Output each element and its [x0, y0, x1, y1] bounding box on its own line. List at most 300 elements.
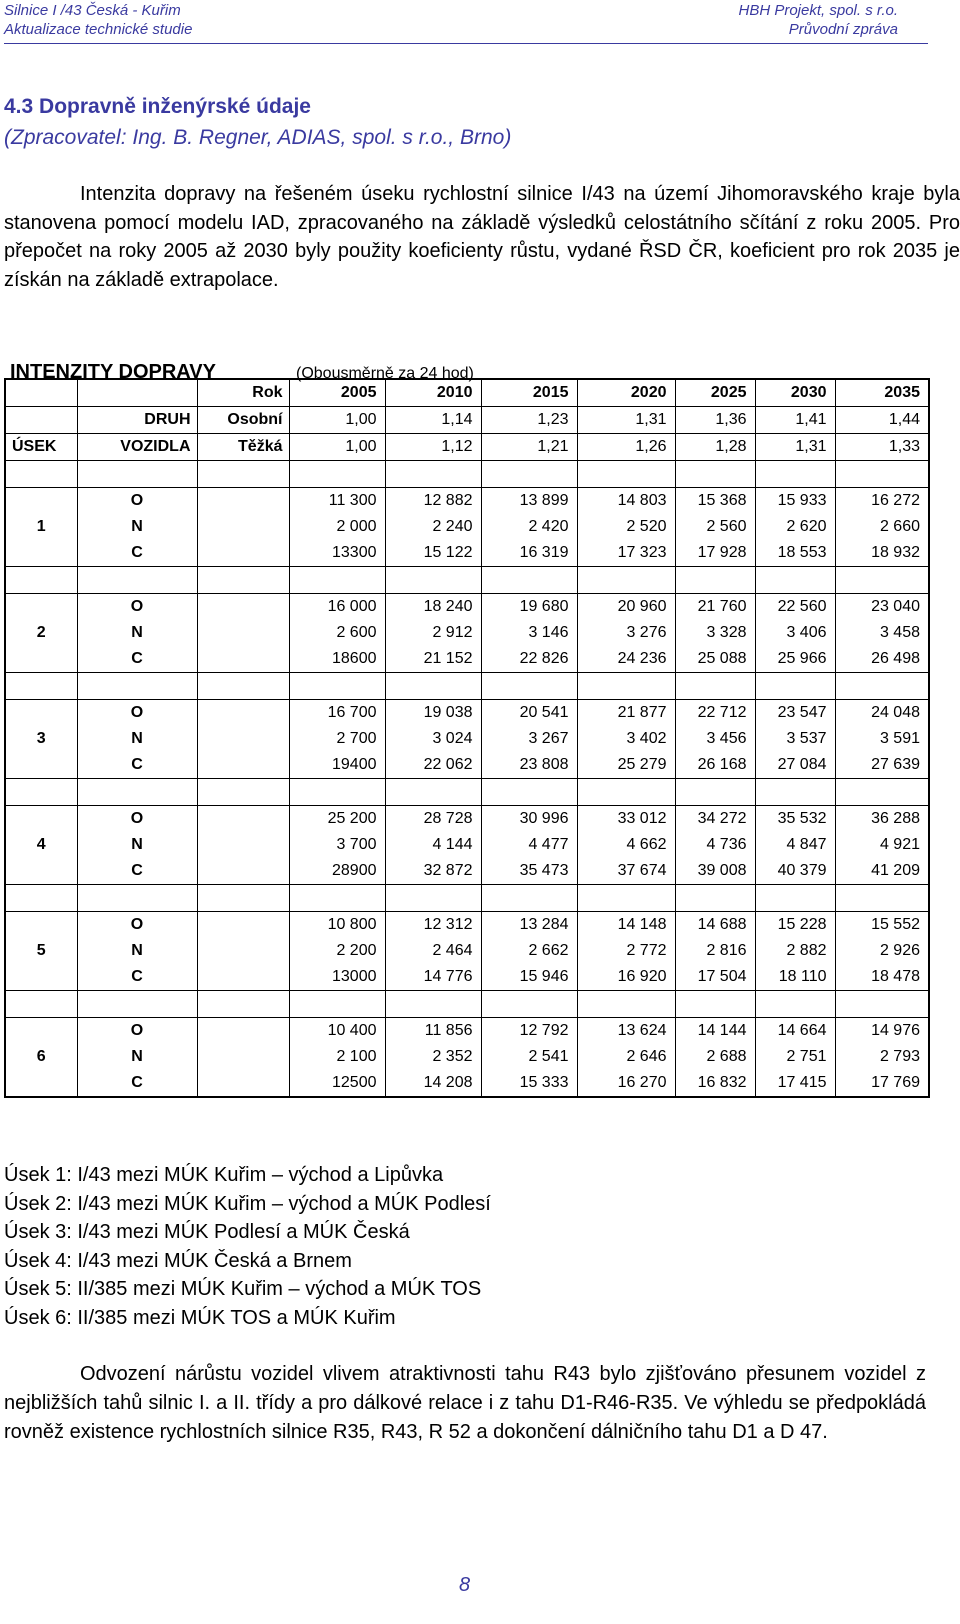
usek-label: ÚSEK: [5, 434, 77, 461]
year-cell: 2020: [577, 379, 675, 407]
spacer-cell: [197, 885, 289, 912]
intensity-value: 2 688: [675, 1044, 755, 1070]
usek-number: [5, 540, 77, 567]
spacer-cell: [385, 991, 481, 1018]
usek-number: 1: [5, 514, 77, 540]
intensity-value: 3 402: [577, 726, 675, 752]
year-cell: 2010: [385, 379, 481, 407]
intensity-value: 4 736: [675, 832, 755, 858]
usek-number: [5, 752, 77, 779]
empty-cell: [197, 1044, 289, 1070]
section-spacer-row: [5, 567, 929, 594]
intensity-value: 26 498: [835, 646, 929, 673]
spacer-cell: [577, 885, 675, 912]
empty-cell: [197, 514, 289, 540]
section-spacer-row: [5, 461, 929, 488]
empty-cell: [197, 806, 289, 833]
spacer-cell: [577, 991, 675, 1018]
spacer-cell: [77, 991, 197, 1018]
coef-cell: 1,12: [385, 434, 481, 461]
coef-cell: 1,41: [755, 407, 835, 434]
intensity-value: 17 504: [675, 964, 755, 991]
spacer-cell: [835, 779, 929, 806]
vehicle-type: O: [77, 700, 197, 727]
section-spacer-row: [5, 885, 929, 912]
intensity-value: 25 088: [675, 646, 755, 673]
intensity-value: 2 772: [577, 938, 675, 964]
intensity-value: 2 100: [289, 1044, 385, 1070]
table-row: [5, 514, 929, 540]
spacer-cell: [289, 885, 385, 912]
intro-text: Intenzita dopravy na řešeném úseku rychlostní silnice I/43 na území Jihomoravského kraje byla stanovena pomocí modelu IAD, zpracovaného na základě výsledků celostátního sčítání z roku 2005. Pro přepočet na roky 2005 až 2030 byly použity koeficienty růstu, vydané ŘSD ČR, koeficient pro rok 2035 je získán na základě extrapolace.: [4, 183, 960, 291]
spacer-cell: [197, 779, 289, 806]
vehicle-type: N: [77, 620, 197, 646]
intensity-value: 41 209: [835, 858, 929, 885]
intensity-value: 37 674: [577, 858, 675, 885]
spacer-cell: [385, 461, 481, 488]
intensity-value: 14 148: [577, 912, 675, 939]
intensity-value: 12 882: [385, 488, 481, 515]
legend-item: Úsek 4: I/43 mezi MÚK Česká a Brnem: [4, 1249, 352, 1272]
intensity-value: 19400: [289, 752, 385, 779]
spacer-cell: [835, 885, 929, 912]
vehicle-type: C: [77, 752, 197, 779]
usek-number: 5: [5, 938, 77, 964]
intensity-value: 24 048: [835, 700, 929, 727]
table-title: INTENZITY DOPRAVY: [10, 361, 216, 383]
intensity-value: 2 646: [577, 1044, 675, 1070]
intensity-value: 4 144: [385, 832, 481, 858]
empty-cell: [197, 912, 289, 939]
intensity-value: 22 712: [675, 700, 755, 727]
intensity-value: 2 541: [481, 1044, 577, 1070]
usek-number: [5, 964, 77, 991]
intensity-value: 15 333: [481, 1070, 577, 1097]
intro-paragraph: [4, 180, 960, 294]
usek-number: 2: [5, 620, 77, 646]
intensity-value: 25 200: [289, 806, 385, 833]
year-cell: 2015: [481, 379, 577, 407]
usek-number: [5, 646, 77, 673]
spacer-cell: [755, 461, 835, 488]
spacer-cell: [5, 567, 77, 594]
coef-cell: 1,31: [755, 434, 835, 461]
empty-cell: [197, 594, 289, 621]
spacer-cell: [675, 673, 755, 700]
coef-cell: 1,26: [577, 434, 675, 461]
spacer-cell: [481, 673, 577, 700]
intensity-value: 15 552: [835, 912, 929, 939]
intensity-value: 39 008: [675, 858, 755, 885]
intensity-value: 19 038: [385, 700, 481, 727]
spacer-cell: [675, 461, 755, 488]
intensity-value: 28900: [289, 858, 385, 885]
empty-cell: [197, 700, 289, 727]
spacer-cell: [197, 461, 289, 488]
header-doc-type: Průvodní zpráva: [788, 21, 898, 38]
spacer-cell: [5, 991, 77, 1018]
vehicle-type: C: [77, 1070, 197, 1097]
intensity-value: 10 400: [289, 1018, 385, 1045]
intensity-value: 22 826: [481, 646, 577, 673]
table-row: [5, 938, 929, 964]
vehicle-type: C: [77, 964, 197, 991]
intensity-value: 25 966: [755, 646, 835, 673]
coef-cell: 1,28: [675, 434, 755, 461]
usek-number: [5, 806, 77, 833]
intensity-value: 13000: [289, 964, 385, 991]
spacer-cell: [481, 885, 577, 912]
intensity-value: 16 920: [577, 964, 675, 991]
table-row: [5, 964, 929, 991]
intensity-value: 2 420: [481, 514, 577, 540]
table-row: [5, 1018, 929, 1045]
intensity-value: 14 803: [577, 488, 675, 515]
vehicle-type: N: [77, 726, 197, 752]
spacer-cell: [675, 885, 755, 912]
usek-number: [5, 858, 77, 885]
header-right: [739, 1, 899, 39]
section-spacer-row: [5, 991, 929, 1018]
spacer-cell: [577, 673, 675, 700]
table-note: (Obousměrně za 24 hod): [296, 365, 474, 382]
intensity-value: 18 110: [755, 964, 835, 991]
intensity-value: 22 062: [385, 752, 481, 779]
section-spacer-row: [5, 673, 929, 700]
empty-cell: [197, 540, 289, 567]
intensity-value: 35 473: [481, 858, 577, 885]
intensity-value: 13 284: [481, 912, 577, 939]
intensity-value: 11 300: [289, 488, 385, 515]
table-header-row-tezka: [5, 434, 929, 461]
intensity-value: 11 856: [385, 1018, 481, 1045]
spacer-cell: [5, 461, 77, 488]
empty-cell: [197, 646, 289, 673]
intensity-value: 30 996: [481, 806, 577, 833]
intensity-value: 3 267: [481, 726, 577, 752]
header-project-name: Silnice I /43 Česká - Kuřim: [4, 2, 181, 19]
coef-cell: 1,00: [289, 407, 385, 434]
intensity-value: 3 276: [577, 620, 675, 646]
usek-number: [5, 912, 77, 939]
rok-label: Rok: [197, 379, 289, 407]
vehicle-type: C: [77, 540, 197, 567]
vehicle-type: N: [77, 514, 197, 540]
intensity-value: 10 800: [289, 912, 385, 939]
intensity-value: 21 760: [675, 594, 755, 621]
header-company: HBH Projekt, spol. s r.o.: [738, 2, 898, 19]
legend-item: Úsek 2: I/43 mezi MÚK Kuřim – východ a MÚK Podlesí: [4, 1192, 491, 1215]
spacer-cell: [481, 991, 577, 1018]
spacer-cell: [77, 779, 197, 806]
usek-number: 3: [5, 726, 77, 752]
spacer-cell: [481, 779, 577, 806]
intensity-value: 2 620: [755, 514, 835, 540]
spacer-cell: [5, 885, 77, 912]
legend-item: Úsek 5: II/385 mezi MÚK Kuřim – východ a MÚK TOS: [4, 1278, 482, 1300]
table-row: [5, 858, 929, 885]
spacer-cell: [755, 885, 835, 912]
intensity-value: 23 808: [481, 752, 577, 779]
table-row: [5, 912, 929, 939]
table-row: [5, 1044, 929, 1070]
intensity-value: 18 478: [835, 964, 929, 991]
intensity-value: 4 921: [835, 832, 929, 858]
intensity-value: 22 560: [755, 594, 835, 621]
intensity-value: 16 270: [577, 1070, 675, 1097]
spacer-cell: [577, 461, 675, 488]
spacer-cell: [5, 779, 77, 806]
intensity-value: 23 040: [835, 594, 929, 621]
vehicle-type: N: [77, 832, 197, 858]
intensity-value: 14 688: [675, 912, 755, 939]
spacer-cell: [835, 673, 929, 700]
intensity-value: 16 700: [289, 700, 385, 727]
spacer-cell: [755, 991, 835, 1018]
empty-cell: [197, 832, 289, 858]
section-legend: [4, 1161, 491, 1332]
intensity-value: 32 872: [385, 858, 481, 885]
empty-cell: [197, 620, 289, 646]
intensity-value: 16 272: [835, 488, 929, 515]
intensity-value: 12500: [289, 1070, 385, 1097]
spacer-cell: [675, 779, 755, 806]
intensity-value: 34 272: [675, 806, 755, 833]
osobni-label: Osobní: [197, 407, 289, 434]
empty-cell: [197, 488, 289, 515]
year-cell: 2035: [835, 379, 929, 407]
intensity-value: 4 662: [577, 832, 675, 858]
intensity-value: 14 664: [755, 1018, 835, 1045]
vehicle-type: O: [77, 912, 197, 939]
intensity-value: 3 328: [675, 620, 755, 646]
intensity-value: 3 591: [835, 726, 929, 752]
year-cell: 2005: [289, 379, 385, 407]
table-row: [5, 832, 929, 858]
intensity-value: 12 312: [385, 912, 481, 939]
spacer-cell: [289, 779, 385, 806]
intensity-value: 16 319: [481, 540, 577, 567]
spacer-cell: [385, 567, 481, 594]
usek-number: 4: [5, 832, 77, 858]
vehicle-type: O: [77, 806, 197, 833]
intensity-value: 20 541: [481, 700, 577, 727]
table-row: [5, 752, 929, 779]
intensity-value: 2 240: [385, 514, 481, 540]
intensity-value: 2 926: [835, 938, 929, 964]
spacer-cell: [481, 567, 577, 594]
intensity-value: 3 700: [289, 832, 385, 858]
intensity-value: 2 520: [577, 514, 675, 540]
table-header-row-osobni: [5, 407, 929, 434]
page-number: 8: [459, 1574, 471, 1596]
table-row: [5, 726, 929, 752]
intensity-value: 2 700: [289, 726, 385, 752]
intensity-value: 2 912: [385, 620, 481, 646]
intensity-value: 25 279: [577, 752, 675, 779]
table-header-row-years: [5, 379, 929, 407]
spacer-cell: [577, 779, 675, 806]
intensity-value: 15 368: [675, 488, 755, 515]
intensity-value: 18600: [289, 646, 385, 673]
intensity-value: 18 553: [755, 540, 835, 567]
intensity-value: 14 976: [835, 1018, 929, 1045]
intensity-value: 18 932: [835, 540, 929, 567]
legend-item: Úsek 3: I/43 mezi MÚK Podlesí a MÚK Česká: [4, 1221, 410, 1243]
outro-paragraph: [4, 1360, 926, 1447]
header-left: [4, 1, 192, 39]
spacer-cell: [289, 567, 385, 594]
intensity-value: 2 352: [385, 1044, 481, 1070]
intensity-value: 17 769: [835, 1070, 929, 1097]
intensity-value: 3 537: [755, 726, 835, 752]
spacer-cell: [197, 567, 289, 594]
coef-cell: 1,33: [835, 434, 929, 461]
intensity-value: 2 560: [675, 514, 755, 540]
intensity-value: 3 024: [385, 726, 481, 752]
intensity-value: 2 751: [755, 1044, 835, 1070]
spacer-cell: [675, 991, 755, 1018]
spacer-cell: [385, 673, 481, 700]
spacer-cell: [77, 885, 197, 912]
spacer-cell: [197, 673, 289, 700]
intensity-value: 33 012: [577, 806, 675, 833]
header-divider: [4, 43, 928, 44]
intensity-value: 19 680: [481, 594, 577, 621]
spacer-cell: [77, 567, 197, 594]
empty-cell: [197, 752, 289, 779]
intensity-value: 13300: [289, 540, 385, 567]
intensity-value: 26 168: [675, 752, 755, 779]
intensity-value: 16 000: [289, 594, 385, 621]
usek-number: [5, 1070, 77, 1097]
empty-cell: [197, 938, 289, 964]
header-study-name: Aktualizace technické studie: [4, 21, 193, 38]
spacer-cell: [385, 885, 481, 912]
intensity-value: 4 847: [755, 832, 835, 858]
table-row: [5, 594, 929, 621]
intensity-value: 15 946: [481, 964, 577, 991]
intensity-value: 14 208: [385, 1070, 481, 1097]
intensity-value: 15 228: [755, 912, 835, 939]
intensity-value: 2 662: [481, 938, 577, 964]
intensity-value: 17 928: [675, 540, 755, 567]
coef-cell: 1,36: [675, 407, 755, 434]
intensity-value: 23 547: [755, 700, 835, 727]
usek-number: [5, 700, 77, 727]
empty-cell: [197, 964, 289, 991]
vehicle-type: C: [77, 646, 197, 673]
intensity-value: 27 639: [835, 752, 929, 779]
intensity-value: 2 793: [835, 1044, 929, 1070]
vehicle-type: O: [77, 488, 197, 515]
spacer-cell: [835, 461, 929, 488]
table-row: [5, 806, 929, 833]
spacer-cell: [755, 779, 835, 806]
intensity-value: 15 122: [385, 540, 481, 567]
intensity-value: 2 882: [755, 938, 835, 964]
intensity-value: 24 236: [577, 646, 675, 673]
intensity-value: 14 776: [385, 964, 481, 991]
coef-cell: 1,21: [481, 434, 577, 461]
intensity-value: 13 624: [577, 1018, 675, 1045]
table-row: [5, 540, 929, 567]
spacer-cell: [675, 567, 755, 594]
intensity-value: 36 288: [835, 806, 929, 833]
intensity-value: 15 933: [755, 488, 835, 515]
spacer-cell: [755, 567, 835, 594]
table-row: [5, 488, 929, 515]
intensity-value: 28 728: [385, 806, 481, 833]
intensity-value: 27 084: [755, 752, 835, 779]
intensity-value: 20 960: [577, 594, 675, 621]
coef-cell: 1,23: [481, 407, 577, 434]
spacer-cell: [197, 991, 289, 1018]
vehicle-type: N: [77, 1044, 197, 1070]
usek-number: [5, 1018, 77, 1045]
empty-cell: [197, 726, 289, 752]
intensity-value: 2 816: [675, 938, 755, 964]
empty-cell: [197, 1018, 289, 1045]
table-row: [5, 700, 929, 727]
spacer-cell: [835, 567, 929, 594]
vehicle-type: O: [77, 1018, 197, 1045]
spacer-cell: [289, 673, 385, 700]
intensity-value: 2 464: [385, 938, 481, 964]
usek-number: 6: [5, 1044, 77, 1070]
intensity-value: 12 792: [481, 1018, 577, 1045]
intensity-value: 13 899: [481, 488, 577, 515]
spacer-cell: [77, 673, 197, 700]
intensity-value: 3 146: [481, 620, 577, 646]
intensity-value: 16 832: [675, 1070, 755, 1097]
vehicle-type: N: [77, 938, 197, 964]
traffic-intensity-table: [4, 378, 930, 1098]
intensity-value: 2 200: [289, 938, 385, 964]
druh-label: DRUH: [77, 407, 197, 434]
spacer-cell: [577, 567, 675, 594]
intensity-value: 17 323: [577, 540, 675, 567]
intensity-value: 3 458: [835, 620, 929, 646]
intensity-value: 21 877: [577, 700, 675, 727]
legend-item: Úsek 6: II/385 mezi MÚK TOS a MÚK Kuřim: [4, 1306, 396, 1329]
intensity-value: 40 379: [755, 858, 835, 885]
intensity-value: 3 406: [755, 620, 835, 646]
vehicle-type: O: [77, 594, 197, 621]
intensity-value: 3 456: [675, 726, 755, 752]
intensity-value: 17 415: [755, 1070, 835, 1097]
intensity-value: 35 532: [755, 806, 835, 833]
intensity-value: 2 600: [289, 620, 385, 646]
section-subtitle: (Zpracovatel: Ing. B. Regner, ADIAS, spol. s r.o., Brno): [4, 126, 512, 149]
table-row: [5, 646, 929, 673]
intensity-value: 18 240: [385, 594, 481, 621]
tezka-label: Těžká: [197, 434, 289, 461]
usek-number: [5, 594, 77, 621]
spacer-cell: [289, 991, 385, 1018]
vozidla-label: VOZIDLA: [77, 434, 197, 461]
spacer-cell: [77, 461, 197, 488]
coef-cell: 1,14: [385, 407, 481, 434]
spacer-cell: [5, 673, 77, 700]
intensity-value: 4 477: [481, 832, 577, 858]
intensity-value: 21 152: [385, 646, 481, 673]
spacer-cell: [481, 461, 577, 488]
intensity-value: 14 144: [675, 1018, 755, 1045]
year-cell: 2030: [755, 379, 835, 407]
vehicle-type: C: [77, 858, 197, 885]
spacer-cell: [385, 779, 481, 806]
